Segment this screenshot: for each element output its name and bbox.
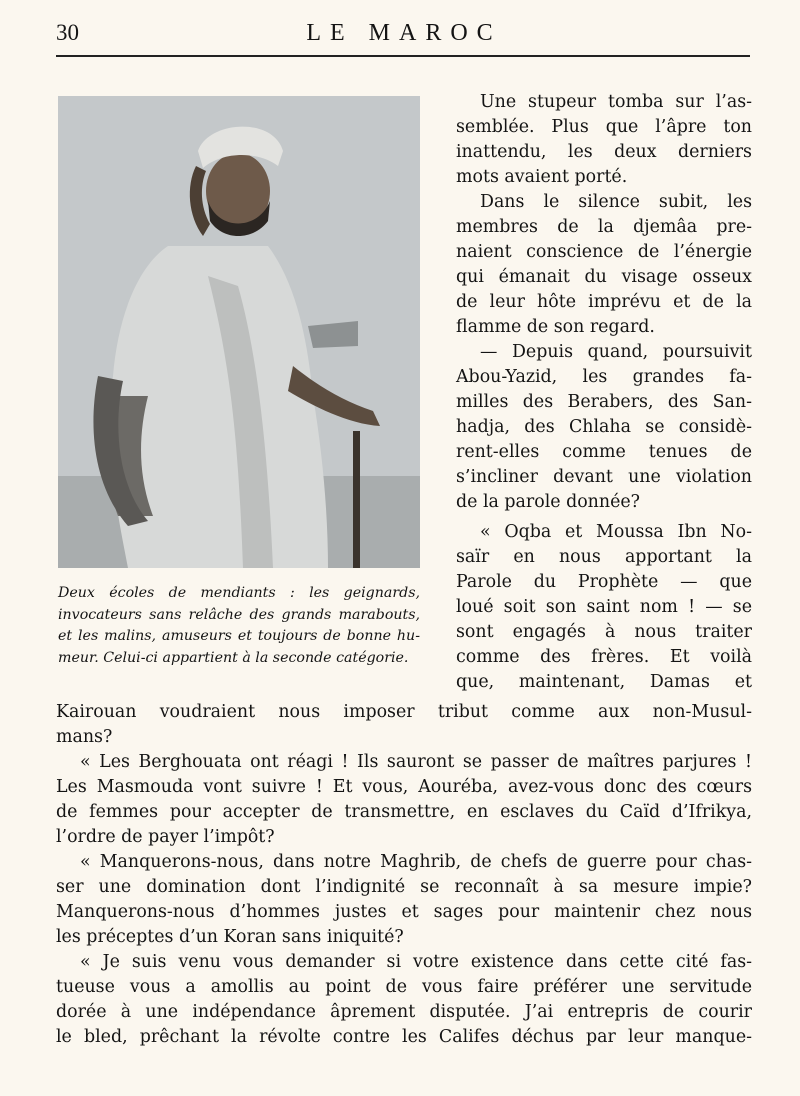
text-line: s’incliner devant une violation xyxy=(456,467,752,487)
text-line: de leur hôte imprévu et de la xyxy=(456,292,752,312)
text-line: semblée. Plus que l’âpre ton xyxy=(456,117,752,137)
caption-line: et les malins, amuseurs et toujours de bonne hu- xyxy=(58,628,420,644)
paragraph xyxy=(56,750,752,850)
paragraph xyxy=(456,190,752,340)
paragraph xyxy=(56,950,752,1050)
text-line: naient conscience de l’énergie xyxy=(456,242,752,262)
caption-line: meur. Celui-ci appartient à la seconde catégorie. xyxy=(58,649,409,666)
text-line: Les Masmouda vont suivre ! Et vous, Aouréba, avez-vous donc des cœurs xyxy=(56,777,752,797)
text-line: « Oqba et Moussa Ibn No- xyxy=(480,522,752,542)
full-width-text xyxy=(56,700,752,1050)
text-line: tueuse vous a amollis au point de vous faire préférer une servitude xyxy=(56,977,752,997)
paragraph xyxy=(456,90,752,190)
text-line: que, maintenant, Damas et xyxy=(456,672,752,692)
text-line: membres de la djemâa pre- xyxy=(456,217,752,237)
text-line: Dans le silence subit, les xyxy=(480,192,752,212)
text-line: de la parole donnée? xyxy=(456,492,640,512)
text-line: hadja, des Chlaha se considè- xyxy=(456,417,752,437)
paragraph xyxy=(456,340,752,515)
text-line: Kairouan voudraient nous imposer tribut comme aux non-Musul- xyxy=(56,702,752,722)
text-line: « Les Berghouata ont réagi ! Ils sauront se passer de maîtres parjures ! xyxy=(80,752,752,772)
page-number: 30 xyxy=(56,20,79,45)
text-line: — Depuis quand, poursuivit xyxy=(480,342,752,362)
text-line: « Manquerons-nous, dans notre Maghrib, de chefs de guerre pour chas- xyxy=(80,852,752,872)
figure-caption xyxy=(58,583,420,669)
text-line: « Je suis venu vous demander si votre existence dans cette cité fas- xyxy=(80,952,752,972)
caption-line: invocateurs sans relâche des grands marabouts, xyxy=(58,606,420,623)
text-line: loué soit son saint nom ! — se xyxy=(456,597,752,617)
beggar-photograph xyxy=(58,96,420,568)
text-line: Abou-Yazid, les grandes fa- xyxy=(456,367,752,387)
text-line: ser une domination dont l’indignité se reconnaît à sa mesure impie? xyxy=(56,877,752,897)
paragraph xyxy=(56,850,752,950)
text-line: milles des Berabers, des San- xyxy=(456,392,752,412)
paragraph xyxy=(456,520,752,695)
text-line: dorée à une indépendance âprement disputée. J’ai entrepris de courir xyxy=(56,1002,752,1022)
text-line: flamme de son regard. xyxy=(456,317,655,337)
text-line: le bled, prêchant la révolte contre les Califes déchus par leur manque- xyxy=(56,1027,752,1047)
text-line: comme des frères. Et voilà xyxy=(456,647,752,667)
paragraph xyxy=(56,700,752,750)
header-rule xyxy=(56,55,750,57)
text-line: saïr en nous apportant la xyxy=(456,547,752,567)
text-line: l’ordre de payer l’impôt? xyxy=(56,827,275,847)
caption-line: Deux écoles de mendiants : les geignards, xyxy=(58,585,420,601)
right-column-text xyxy=(456,90,752,695)
text-line: mots avaient porté. xyxy=(456,167,628,187)
text-line: mans? xyxy=(56,727,113,747)
text-line: inattendu, les deux derniers xyxy=(456,142,752,162)
text-line: les préceptes d’un Koran sans iniquité? xyxy=(56,927,404,947)
text-line: de femmes pour accepter de transmettre, en esclaves du Caïd d’Ifrikya, xyxy=(56,802,752,822)
running-head: LE MAROC xyxy=(306,20,502,46)
text-line: sont engagés à nous traiter xyxy=(456,622,752,642)
text-line: rent-elles comme tenues de xyxy=(456,442,752,462)
text-line: Une stupeur tomba sur l’as- xyxy=(480,92,752,112)
text-line: qui émanait du visage osseux xyxy=(456,267,752,287)
text-line: Manquerons-nous d’hommes justes et sages pour maintenir chez nous xyxy=(56,902,752,922)
text-line: Parole du Prophète — que xyxy=(456,572,752,592)
